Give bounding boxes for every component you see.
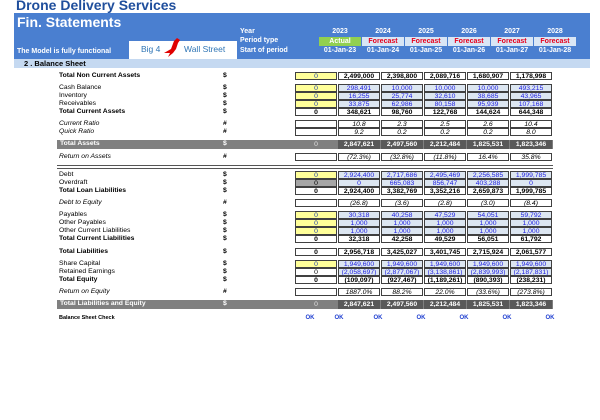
- cell[interactable]: 1,000: [467, 219, 509, 227]
- row-debt: [0, 171, 600, 179]
- row-label: Other Payables: [59, 219, 106, 226]
- cell[interactable]: 1,000: [381, 219, 423, 227]
- cell[interactable]: (2,058,697): [338, 268, 380, 276]
- row-current-ratio: [0, 120, 600, 128]
- row-label: Debt: [59, 171, 74, 178]
- cell[interactable]: [295, 153, 337, 161]
- model-status: The Model is fully functional: [17, 48, 112, 55]
- cell[interactable]: 1,823,346: [510, 300, 552, 309]
- eagle-icon: [162, 37, 182, 59]
- cell[interactable]: 1,949,600: [510, 260, 552, 268]
- cell[interactable]: 38,685: [467, 92, 509, 100]
- cell[interactable]: (11.8%): [424, 153, 466, 161]
- row-label: Inventory: [59, 92, 87, 99]
- row-unit: $: [223, 92, 227, 99]
- row-label: Cash Balance: [59, 84, 102, 91]
- year-2025: 2025: [418, 28, 434, 35]
- cell[interactable]: 1,949,600: [381, 260, 423, 268]
- cell[interactable]: 2,495,469: [424, 171, 466, 179]
- cell[interactable]: 2,717,686: [381, 171, 423, 179]
- cell[interactable]: 2,089,716: [424, 72, 466, 80]
- cell[interactable]: 298,491: [338, 84, 380, 92]
- row-label: Total Assets: [60, 140, 100, 147]
- cell[interactable]: 40,258: [381, 211, 423, 219]
- row-label: Payables: [59, 211, 87, 218]
- cell[interactable]: 0.2: [381, 128, 423, 136]
- row-unit: #: [223, 288, 227, 295]
- cell[interactable]: 1,949,600: [467, 260, 509, 268]
- section-title: 2 . Balance Sheet: [24, 59, 86, 68]
- cell[interactable]: 493,215: [510, 84, 552, 92]
- row-label: Return on Equity: [59, 288, 110, 295]
- cell[interactable]: 2,659,873: [467, 187, 509, 195]
- cell[interactable]: 10,000: [424, 84, 466, 92]
- row-unit: $: [223, 108, 227, 115]
- cell[interactable]: 47,529: [424, 211, 466, 219]
- cell[interactable]: (2,839,993): [467, 268, 509, 276]
- cell[interactable]: (8.4): [510, 199, 552, 207]
- cell[interactable]: 1,000: [338, 227, 380, 235]
- cell[interactable]: 10.8: [338, 120, 380, 128]
- cell[interactable]: 122,768: [424, 108, 466, 116]
- period-type-2025: Forecast: [405, 37, 447, 46]
- start-2028: 01-Jan-28: [538, 47, 572, 54]
- cell[interactable]: 3,352,216: [424, 187, 466, 195]
- cell[interactable]: (32.8%): [381, 153, 423, 161]
- period-type-2027: Forecast: [491, 37, 533, 46]
- row-label: Other Current Liabilities: [59, 227, 131, 234]
- cell[interactable]: 61,792: [510, 235, 552, 243]
- cell[interactable]: 1,825,531: [467, 300, 509, 309]
- cell[interactable]: 10,000: [381, 84, 423, 92]
- cell[interactable]: 1,000: [467, 227, 509, 235]
- check-ok: OK: [305, 315, 315, 321]
- cell[interactable]: (3.6): [381, 199, 423, 207]
- row-total-current-liabilities: [0, 235, 600, 243]
- row-unit: $: [223, 300, 227, 307]
- cell[interactable]: 3,425,027: [381, 248, 423, 256]
- cell[interactable]: 0: [295, 211, 337, 219]
- cell[interactable]: 42,258: [381, 235, 423, 243]
- cell[interactable]: 0: [314, 141, 318, 148]
- cell[interactable]: 2,497,560: [381, 140, 423, 149]
- cell[interactable]: 2,256,585: [467, 171, 509, 179]
- cell[interactable]: 144,624: [467, 108, 509, 116]
- logo-text-right: Wall Street: [184, 44, 226, 54]
- row-total-assets: [57, 140, 553, 149]
- start-2027: 01-Jan-27: [495, 47, 529, 54]
- row-total-non-current-assets: [0, 72, 600, 80]
- row-total-current-assets: [0, 108, 600, 116]
- cell[interactable]: (273.8%): [510, 288, 552, 296]
- cell[interactable]: 2.6: [467, 120, 509, 128]
- cell[interactable]: 1,825,531: [467, 140, 509, 149]
- section-header: [14, 59, 590, 68]
- row-unit: $: [223, 219, 227, 226]
- check-ok: OK: [502, 315, 512, 321]
- cell[interactable]: 0: [295, 92, 337, 100]
- cell[interactable]: (238,231): [510, 276, 552, 284]
- cell[interactable]: 2,212,484: [424, 300, 466, 309]
- cell[interactable]: 2,499,000: [338, 72, 380, 80]
- cell[interactable]: (33.6%): [467, 288, 509, 296]
- period-type-2024: Forecast: [362, 37, 404, 46]
- cell[interactable]: 2,924,400: [338, 171, 380, 179]
- start-period-label: Start of period: [240, 47, 288, 54]
- cell[interactable]: 35.8%: [510, 153, 552, 161]
- row-unit: $: [223, 276, 227, 283]
- row-unit: $: [223, 248, 227, 255]
- cell[interactable]: (2,187,831): [510, 268, 552, 276]
- cell[interactable]: 0: [295, 276, 337, 284]
- cell[interactable]: (2,877,067): [381, 268, 423, 276]
- cell[interactable]: (3.0): [467, 199, 509, 207]
- cell[interactable]: 2,715,924: [467, 248, 509, 256]
- cell[interactable]: 107,168: [510, 100, 552, 108]
- cell[interactable]: 2.5: [424, 120, 466, 128]
- cell[interactable]: [295, 120, 337, 128]
- cell[interactable]: 10,000: [467, 84, 509, 92]
- row-unit: $: [223, 260, 227, 267]
- cell[interactable]: 856,747: [424, 179, 466, 187]
- row-unit: $: [223, 140, 227, 147]
- cell[interactable]: 88.2%: [381, 288, 423, 296]
- row-total-liabilities: [0, 248, 600, 256]
- cell[interactable]: 348,621: [338, 108, 380, 116]
- cell[interactable]: (26.8): [338, 199, 380, 207]
- row-unit: #: [223, 120, 227, 127]
- period-type-2028: Forecast: [534, 37, 576, 46]
- cell[interactable]: 25,774: [381, 92, 423, 100]
- row-unit: $: [223, 268, 227, 275]
- cell[interactable]: 2,924,400: [338, 187, 380, 195]
- cell[interactable]: 54,051: [467, 211, 509, 219]
- row-quick-ratio: [0, 128, 600, 136]
- sheet-title: Fin. Statements: [17, 14, 122, 30]
- cell[interactable]: 1,949,600: [338, 260, 380, 268]
- cell[interactable]: 0.2: [424, 128, 466, 136]
- cell[interactable]: 1,000: [424, 227, 466, 235]
- row-other-payables: [0, 219, 600, 227]
- row-unit: $: [223, 100, 227, 107]
- row-unit: $: [223, 227, 227, 234]
- row-receivables: [0, 100, 600, 108]
- cell[interactable]: 0: [510, 179, 552, 187]
- row-unit: $: [223, 187, 227, 194]
- row-label: Total Current Liabilities: [59, 235, 135, 242]
- cell[interactable]: 0: [295, 260, 337, 268]
- cell[interactable]: 9.2: [338, 128, 380, 136]
- cell[interactable]: (72.3%): [338, 153, 380, 161]
- row-debt-to-equity: [0, 199, 600, 207]
- year-2028: 2028: [547, 28, 563, 35]
- cell[interactable]: 1,000: [510, 219, 552, 227]
- cell[interactable]: 2,212,484: [424, 140, 466, 149]
- year-2024: 2024: [375, 28, 391, 35]
- cell[interactable]: 49,529: [424, 235, 466, 243]
- row-unit: $: [223, 72, 227, 79]
- cell[interactable]: 80,158: [424, 100, 466, 108]
- cell[interactable]: 3,382,769: [381, 187, 423, 195]
- cell[interactable]: 0: [295, 235, 337, 243]
- row-label: Total Current Assets: [59, 108, 126, 115]
- cell[interactable]: 32,318: [338, 235, 380, 243]
- cell[interactable]: 2,061,577: [510, 248, 552, 256]
- cell[interactable]: 0.2: [467, 128, 509, 136]
- row-label: Total Non Current Assets: [59, 72, 141, 79]
- cell[interactable]: 0: [295, 179, 337, 187]
- cell[interactable]: (2.8): [424, 199, 466, 207]
- row-share-capital: [0, 260, 600, 268]
- row-label: Total Liabilities: [59, 248, 108, 255]
- cell[interactable]: (1,189,261): [424, 276, 466, 284]
- cell[interactable]: 2,497,560: [381, 300, 423, 309]
- row-label: Share Capital: [59, 260, 101, 267]
- period-type-label: Period type: [240, 37, 279, 44]
- cell[interactable]: 1,999,785: [510, 187, 552, 195]
- period-type-2023: Actual: [319, 37, 361, 46]
- cell[interactable]: 0: [295, 100, 337, 108]
- row-total-liabilities-and-equity: [57, 300, 553, 309]
- row-label: Quick Ratio: [59, 128, 95, 135]
- row-unit: #: [223, 153, 227, 160]
- balance-sheet-check-label: Balance Sheet Check: [59, 315, 115, 321]
- cell[interactable]: 644,348: [510, 108, 552, 116]
- row-inventory: [0, 92, 600, 100]
- cell[interactable]: 43,965: [510, 92, 552, 100]
- start-2024: 01-Jan-24: [366, 47, 400, 54]
- header-banner: [14, 13, 590, 59]
- cell[interactable]: (3,138,861): [424, 268, 466, 276]
- cell[interactable]: 1,680,907: [467, 72, 509, 80]
- cell[interactable]: 1887.0%: [338, 288, 380, 296]
- cell[interactable]: 33,875: [338, 100, 380, 108]
- cell[interactable]: 16.4%: [467, 153, 509, 161]
- row-unit: $: [223, 84, 227, 91]
- cell[interactable]: 3,401,745: [424, 248, 466, 256]
- cell[interactable]: 0: [295, 248, 337, 256]
- cell[interactable]: 1,000: [338, 219, 380, 227]
- row-label: Total Liabilities and Equity: [60, 300, 146, 307]
- company-title: Drone Delivery Services: [16, 0, 177, 13]
- cell[interactable]: 0: [295, 72, 337, 80]
- cell[interactable]: 1,000: [381, 227, 423, 235]
- start-2025: 01-Jan-25: [409, 47, 443, 54]
- cell[interactable]: (927,467): [381, 276, 423, 284]
- cell[interactable]: 665,083: [381, 179, 423, 187]
- row-return-on-assets: [0, 153, 600, 161]
- cell[interactable]: 56,051: [467, 235, 509, 243]
- start-2023: 01-Jan-23: [323, 47, 357, 54]
- year-2023: 2023: [332, 28, 348, 35]
- cell[interactable]: 2,956,718: [338, 248, 380, 256]
- cell[interactable]: 1,000: [510, 227, 552, 235]
- row-return-on-equity: [0, 288, 600, 296]
- period-type-2026: Forecast: [448, 37, 490, 46]
- row-cash-balance: [0, 84, 600, 92]
- cell[interactable]: 8.0: [510, 128, 552, 136]
- cell[interactable]: [295, 128, 337, 136]
- cell[interactable]: 95,939: [467, 100, 509, 108]
- cell[interactable]: 62,986: [381, 100, 423, 108]
- cell[interactable]: 32,610: [424, 92, 466, 100]
- cell[interactable]: 0: [295, 187, 337, 195]
- cell[interactable]: 0: [295, 171, 337, 179]
- start-2026: 01-Jan-26: [452, 47, 486, 54]
- row-label: Receivables: [59, 100, 97, 107]
- cell[interactable]: 2.3: [381, 120, 423, 128]
- cell[interactable]: 0: [295, 227, 337, 235]
- cell[interactable]: 30,318: [338, 211, 380, 219]
- cell[interactable]: 1,823,346: [510, 140, 552, 149]
- cell[interactable]: (109,097): [338, 276, 380, 284]
- cell[interactable]: 1,949,600: [424, 260, 466, 268]
- cell[interactable]: 59,792: [510, 211, 552, 219]
- cell[interactable]: 0: [338, 179, 380, 187]
- row-label: Current Ratio: [59, 120, 100, 127]
- cell[interactable]: [295, 199, 337, 207]
- check-ok: OK: [416, 315, 426, 321]
- row-other-current-liabilities: [0, 227, 600, 235]
- cell[interactable]: 2,847,621: [338, 140, 380, 149]
- row-unit: $: [223, 171, 227, 178]
- cell[interactable]: 0: [295, 219, 337, 227]
- cell[interactable]: [295, 288, 337, 296]
- check-ok: OK: [459, 315, 469, 321]
- cell[interactable]: (890,393): [467, 276, 509, 284]
- row-label: Overdraft: [59, 179, 88, 186]
- double-divider: [57, 165, 553, 169]
- cell[interactable]: 98,760: [381, 108, 423, 116]
- check-ok: OK: [373, 315, 383, 321]
- row-label: Total Loan Liabilities: [59, 187, 127, 194]
- row-unit: $: [223, 179, 227, 186]
- cell[interactable]: 16,255: [338, 92, 380, 100]
- logo[interactable]: [129, 41, 237, 59]
- cell[interactable]: 403,288: [467, 179, 509, 187]
- cell[interactable]: 2,398,800: [381, 72, 423, 80]
- row-label: Return on Assets: [59, 153, 111, 160]
- row-label: Debt to Equity: [59, 199, 102, 206]
- row-retained-earnings: [0, 268, 600, 276]
- cell[interactable]: 0: [295, 268, 337, 276]
- cell[interactable]: 22.0%: [424, 288, 466, 296]
- check-ok: OK: [545, 315, 555, 321]
- row-unit: #: [223, 199, 227, 206]
- cell[interactable]: 1,178,998: [510, 72, 552, 80]
- row-overdraft: [0, 179, 600, 187]
- year-label: Year: [240, 28, 255, 35]
- year-2026: 2026: [461, 28, 477, 35]
- row-label: Total Equity: [59, 276, 98, 283]
- cell[interactable]: 10.4: [510, 120, 552, 128]
- row-label: Retained Earnings: [59, 268, 115, 275]
- row-unit: $: [223, 211, 227, 218]
- cell[interactable]: 0: [295, 108, 337, 116]
- row-total-equity: [0, 276, 600, 284]
- cell[interactable]: 0: [295, 84, 337, 92]
- cell[interactable]: 2,847,621: [338, 300, 380, 309]
- row-total-loan-liabilities: [0, 187, 600, 195]
- row-unit: $: [223, 235, 227, 242]
- cell[interactable]: 1,000: [424, 219, 466, 227]
- cell[interactable]: 1,999,785: [510, 171, 552, 179]
- cell[interactable]: 0: [314, 301, 318, 308]
- row-payables: [0, 211, 600, 219]
- check-ok: OK: [334, 315, 344, 321]
- row-unit: #: [223, 128, 227, 135]
- logo-text-left: Big 4: [141, 44, 161, 54]
- year-2027: 2027: [504, 28, 520, 35]
